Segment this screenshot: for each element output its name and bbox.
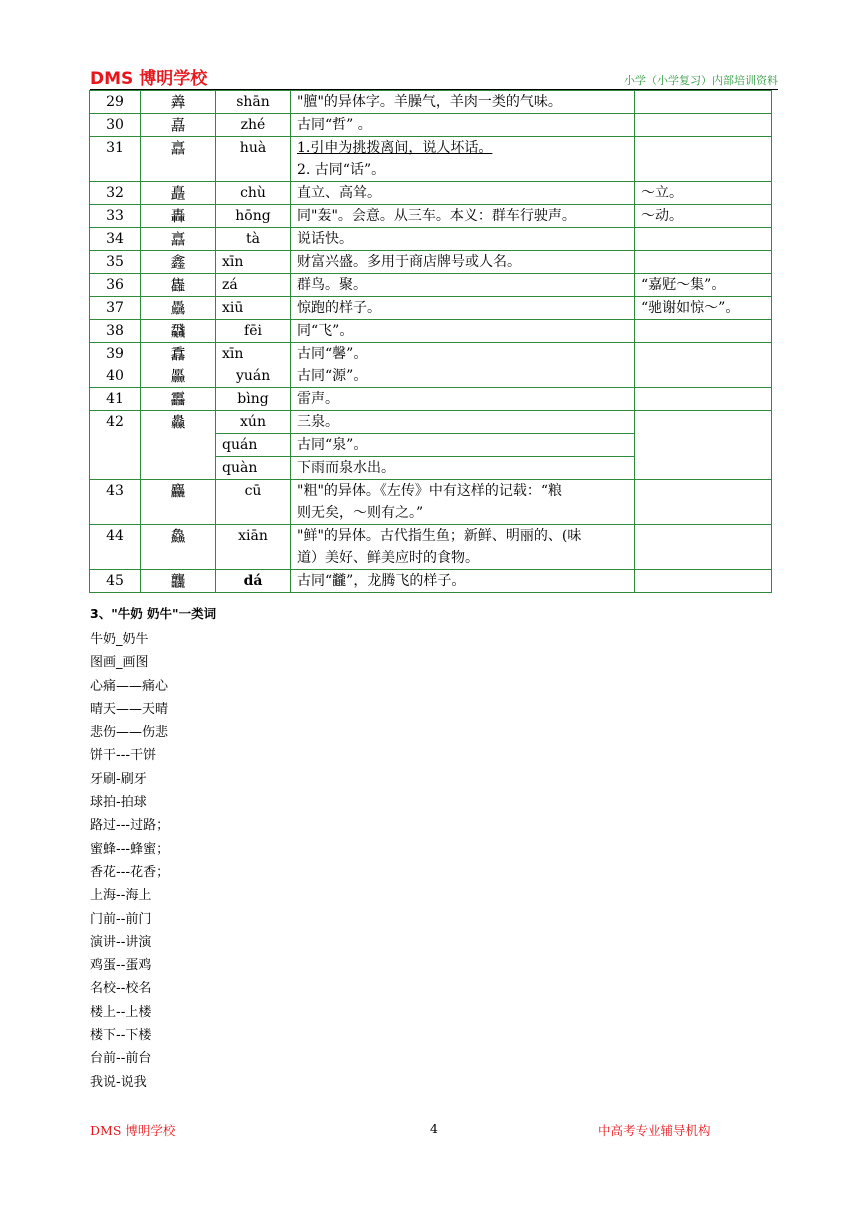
list-item: 心痛——痛心 — [90, 678, 169, 694]
row-definition: 财富兴盛。多用于商店牌号或人名。 — [291, 251, 635, 274]
row-definition: 同"轰"。会意。从三车。本义：群车行驶声。 — [291, 205, 635, 228]
row-character: 譶 — [141, 137, 216, 182]
row-example: “驰谢如惊～”。 — [635, 297, 772, 320]
list-item: 鸡蛋--蛋鸡 — [90, 958, 152, 974]
row-character: 譶 — [141, 228, 216, 251]
row-example: ～立。 — [635, 182, 772, 205]
row-pinyin: hōng — [216, 205, 291, 228]
row-number — [90, 343, 141, 388]
character-table — [89, 90, 772, 593]
row-definition: 下雨而泉水出。 — [291, 457, 635, 480]
row-example — [635, 228, 772, 251]
table-row — [90, 297, 772, 320]
row-definition: 说话快。 — [291, 228, 635, 251]
row-example — [635, 91, 772, 114]
row-example: ～动。 — [635, 205, 772, 228]
row-example — [635, 343, 772, 388]
row-number: 36 — [90, 274, 141, 297]
list-item: 上海--海上 — [90, 888, 152, 904]
definition-line-1: 1.引申为挑拨离间，说人坏话。 — [297, 140, 493, 156]
definition-line-2: 道）美好、鲜美应时的食物。 — [297, 550, 479, 566]
row-pinyin: xiū — [216, 297, 291, 320]
row-pinyin: xún — [216, 411, 291, 434]
row-pinyin: chù — [216, 182, 291, 205]
row-example — [635, 525, 772, 570]
list-item: 球拍-拍球 — [90, 795, 147, 811]
row-pinyin: zá — [216, 274, 291, 297]
row-character: 飝 — [141, 320, 216, 343]
table-row — [90, 388, 772, 411]
row-pinyin — [216, 343, 291, 388]
page-number: 4 — [430, 1121, 438, 1136]
row-character: 麤 — [141, 480, 216, 525]
row-character: 鱻 — [141, 525, 216, 570]
header-doc-label: 小学（小学复习）内部培训资料 — [624, 74, 778, 87]
row-number: 45 — [90, 570, 141, 593]
table-row — [90, 114, 772, 137]
row-example — [635, 114, 772, 137]
list-item: 楼下--下楼 — [90, 1028, 152, 1044]
footer-org-name: 中高考专业辅导机构 — [598, 1123, 711, 1138]
character-39: 馫 — [170, 345, 186, 363]
footer-school-name: DMS 博明学校 — [90, 1123, 176, 1138]
table-row — [90, 182, 772, 205]
row-pinyin: quàn — [216, 457, 291, 480]
row-number: 32 — [90, 182, 141, 205]
row-number: 29 — [90, 91, 141, 114]
row-character: 轟 — [141, 205, 216, 228]
table-row — [90, 251, 772, 274]
row-pinyin: cū — [216, 480, 291, 525]
list-item: 演讲--讲演 — [90, 934, 152, 950]
row-definition: 古同“哲” 。 — [291, 114, 635, 137]
row-definition: 雷声。 — [291, 388, 635, 411]
word-pair-list — [90, 628, 169, 1094]
row-character: 鑫 — [141, 251, 216, 274]
row-character: 靐 — [141, 388, 216, 411]
row-definition: 古同“龖”，龙腾飞的样子。 — [291, 570, 635, 593]
row-definition: 直立、高耸。 — [291, 182, 635, 205]
row-character — [141, 343, 216, 388]
row-pinyin: fēi — [216, 320, 291, 343]
table-row — [90, 228, 772, 251]
row-number-39: 39 — [106, 346, 124, 362]
list-item: 门前--前门 — [90, 911, 152, 927]
section-title: 3、"牛奶 奶牛"一类词 — [90, 606, 217, 621]
list-item: 我说-说我 — [90, 1074, 147, 1090]
row-example — [635, 388, 772, 411]
list-item: 晴天——天晴 — [90, 701, 169, 717]
row-definition: 群鸟。聚。 — [291, 274, 635, 297]
definition-39: 古同“馨”。 — [297, 346, 368, 362]
row-pinyin: tà — [216, 228, 291, 251]
header-school-name: DMS 博明学校 — [90, 69, 208, 89]
definition-40: 古同“源”。 — [297, 368, 368, 384]
table-row — [90, 91, 772, 114]
row-definition: 同“飞”。 — [291, 320, 635, 343]
table-row — [90, 205, 772, 228]
row-character: 驫 — [141, 297, 216, 320]
row-definition — [291, 525, 635, 570]
row-pinyin: quán — [216, 434, 291, 457]
row-example — [635, 570, 772, 593]
list-item: 牛奶_奶牛 — [90, 632, 149, 647]
row-number-40: 40 — [106, 368, 124, 384]
row-example — [635, 480, 772, 525]
list-item: 图画_画图 — [90, 655, 149, 671]
row-number: 42 — [90, 411, 141, 480]
table-row — [90, 480, 772, 525]
list-item: 楼上--上楼 — [90, 1004, 152, 1020]
row-example: “嘉觃～集”。 — [635, 274, 772, 297]
row-number: 33 — [90, 205, 141, 228]
list-item: 蜜蜂---蜂蜜； — [90, 841, 170, 857]
row-character: 灥 — [141, 411, 216, 480]
row-definition: "膻"的异体字。羊臊气，羊肉一类的气味。 — [291, 91, 635, 114]
list-item: 悲伤——伤悲 — [90, 725, 169, 741]
row-definition — [291, 137, 635, 182]
row-pinyin: bìng — [216, 388, 291, 411]
table-row — [90, 525, 772, 570]
table-row — [90, 343, 772, 388]
list-item: 台前--前台 — [90, 1051, 152, 1067]
row-number: 44 — [90, 525, 141, 570]
list-item: 香花---花香； — [90, 864, 170, 880]
row-pinyin: shān — [216, 91, 291, 114]
row-pinyin: xiān — [216, 525, 291, 570]
row-definition: 惊跑的样子。 — [291, 297, 635, 320]
character-40: 厵 — [170, 367, 186, 385]
table-row — [90, 411, 772, 434]
row-definition — [291, 343, 635, 388]
row-number: 30 — [90, 114, 141, 137]
row-definition: 三泉。 — [291, 411, 635, 434]
list-item: 饼干---干饼 — [90, 748, 157, 764]
table-row — [90, 320, 772, 343]
row-number: 37 — [90, 297, 141, 320]
row-number: 41 — [90, 388, 141, 411]
row-pinyin: zhé — [216, 114, 291, 137]
row-character: 羴 — [141, 91, 216, 114]
row-character: 嚞 — [141, 114, 216, 137]
pinyin-40: yuán — [236, 368, 271, 384]
definition-line-2: 则无矣，～则有之。” — [297, 505, 424, 521]
row-number: 31 — [90, 137, 141, 182]
row-number: 38 — [90, 320, 141, 343]
row-example — [635, 251, 772, 274]
row-example — [635, 320, 772, 343]
row-character: 龘 — [141, 570, 216, 593]
table-row — [90, 570, 772, 593]
row-character: 矗 — [141, 182, 216, 205]
list-item: 牙刷-刷牙 — [90, 771, 147, 787]
definition-line-2: 2. 古同“话”。 — [297, 162, 386, 178]
list-item: 名校--校名 — [90, 981, 152, 997]
row-pinyin: xīn — [216, 251, 291, 274]
list-item: 路过---过路； — [90, 818, 170, 834]
row-pinyin: huà — [216, 137, 291, 182]
row-example — [635, 137, 772, 182]
row-definition: 古同“泉”。 — [291, 434, 635, 457]
row-number: 43 — [90, 480, 141, 525]
definition-line-1: "粗"的异体。《左传》中有这样的记载：“粮 — [297, 483, 563, 499]
pinyin-39: xīn — [222, 346, 244, 362]
definition-line-1: "鲜"的异体。古代指生鱼；新鲜、明丽的、(味 — [297, 528, 582, 544]
table-row — [90, 137, 772, 182]
row-number: 35 — [90, 251, 141, 274]
row-pinyin: dá — [216, 570, 291, 593]
row-example — [635, 411, 772, 480]
row-character: 雥 — [141, 274, 216, 297]
row-definition — [291, 480, 635, 525]
row-number: 34 — [90, 228, 141, 251]
table-row — [90, 274, 772, 297]
